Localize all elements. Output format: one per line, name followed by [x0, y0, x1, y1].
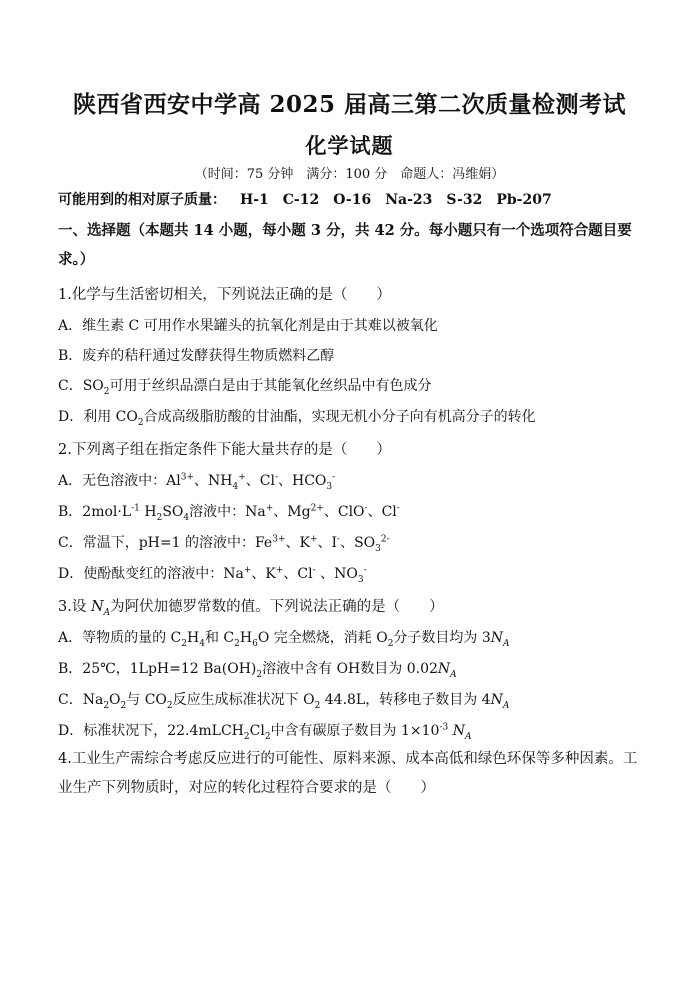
question-2-stem: 2.下列离子组在指定条件下能大量共存的是（ ） — [58, 442, 391, 458]
atomic-mass-item: C-12 — [282, 192, 320, 208]
question-4-stem: 4.工业生产需综合考虑反应进行的可能性、原料来源、成本高低和绿色环保等多种因素。工业生产下列物质时，对应的转化过程符合要求的是（ ） — [58, 751, 638, 796]
atomic-mass-item: S-32 — [446, 192, 483, 208]
question-3-option-b: B．25℃，1LpH=12 $Ba(OH)_2$溶液中含有 OH数目为 $0.02N_A$ — [58, 661, 457, 680]
question-1-option-c: C．$SO_2$可用于丝织品漂白是由于其能氧化丝织品中有色成分 — [58, 378, 432, 397]
question-3-option-c: C．$Na_2O_2$与 $CO_2$反应生成标准状况下 $O_2$ 44.8L，转移电子数目为 $4N_A$ — [58, 692, 510, 711]
question-1-stem: 1.化学与生活密切相关，下列说法正确的是（ ） — [58, 287, 391, 303]
page-title: 陕西省西安中学高 2025 届高三第二次质量检测考试 — [72, 91, 627, 118]
question-2-option-a: A．无色溶液中：$Al^{3+}$、$NH_4^+$、Cl-、$HCO_3^-$ — [58, 472, 336, 492]
section-heading: 一、选择题（本题共 14 小题，每小题 3 分，共 42 分。每小题只有一个选项符合题目要求。） — [58, 222, 632, 268]
question-3-option-d: D．标准状况下，$22.4mLCH_2Cl_2$中含有碳原子数目为 $1\times 10^{-3}$ $N_A$ — [58, 722, 472, 742]
question-1-option-a: A．维生素 C 可用作水果罐头的抗氧化剂是由于其难以被氧化 — [58, 318, 438, 334]
question-3-stem: 3.设 $N_A$为阿伏加德罗常数的值。下列说法正确的是（ ） — [58, 599, 444, 618]
atomic-mass-line — [58, 189, 658, 209]
exam-meta: （时间：75 分钟 满分：100 分 命题人：冯维娟） — [194, 167, 505, 182]
atomic-mass-item: O-16 — [333, 192, 372, 208]
question-2-option-d: D．使酚酞变红的溶液中：Na+、K+、Cl- 、$NO_3^-$ — [58, 565, 367, 585]
atomic-mass-label: 可能用到的相对原子质量： — [58, 192, 226, 208]
question-2-option-b: B．$2mol\cdot L^{-1}$ $H_2SO_4$溶液中：Na+、$Mg^{2+}$、ClO-、Cl- — [58, 503, 400, 523]
question-1-option-d: D．利用 $CO_2$合成高级脂肪酸的甘油酯，实现无机小分子向有机高分子的转化 — [58, 409, 536, 428]
atomic-mass-item: Na-23 — [385, 192, 433, 208]
question-1-option-b: B．废弃的秸秆通过发酵获得生物质燃料乙醇 — [58, 348, 335, 364]
atomic-mass-item: Pb-207 — [496, 192, 552, 208]
question-3-option-a: A．等物质的量的 $C_2H_4$和 $C_2H_6O$ 完全燃烧，消耗 $O_2$分子数目均为 $3N_A$ — [58, 630, 510, 649]
atomic-mass-item: H-1 — [240, 192, 269, 208]
subject-title: 化学试题 — [305, 133, 394, 158]
question-2-option-c: C．常温下，pH=1 的溶液中：$Fe^{3+}$、K+、I-、$SO_3^{2-}$ — [58, 534, 390, 554]
